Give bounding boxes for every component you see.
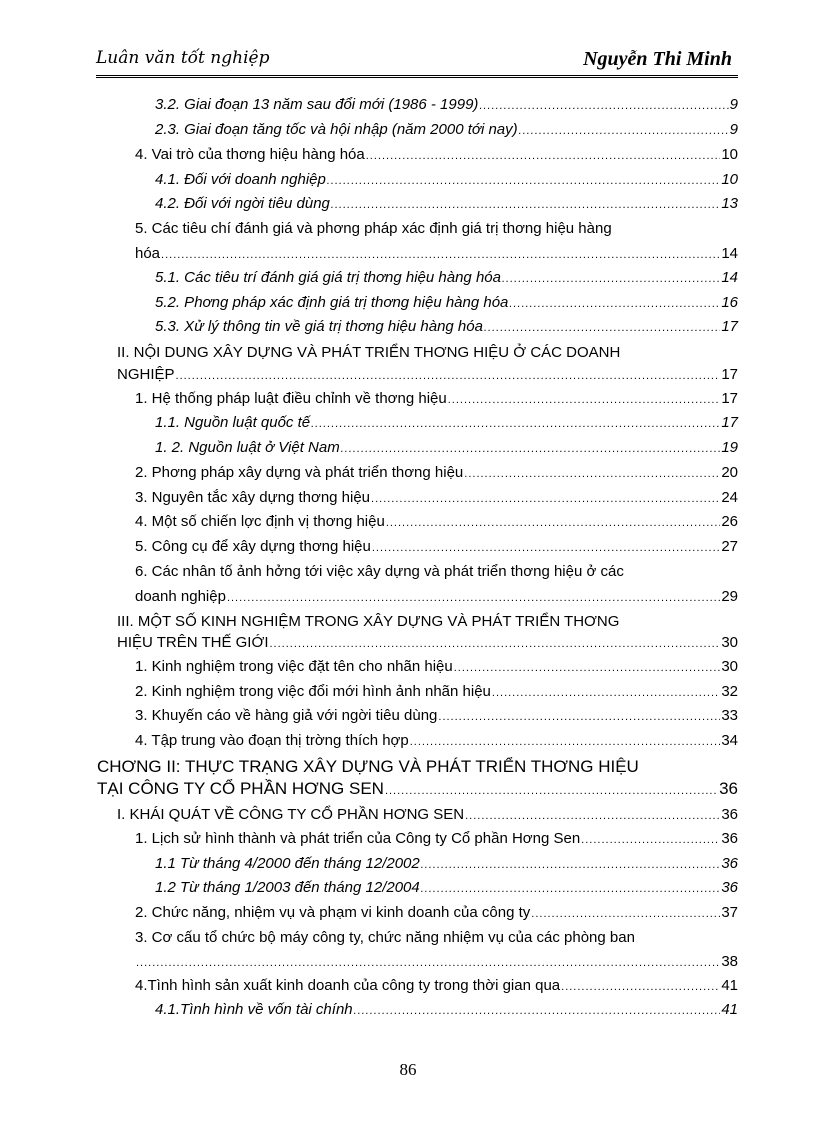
page-number: 86 [399,1060,417,1079]
toc-entry-wrapped: 3. Cơ cấu tổ chức bộ máy công ty, chức năng nhiệm vụ của các phòng ban [135,929,635,946]
toc-entry: 3. Khuyến cáo về hàng giả với ngời tiêu dùng ..... 33 [135,707,738,724]
toc-entry: 4.1.Tình hình về vốn tài chính ..... 41 [155,1001,738,1018]
toc-entry: 3. Nguyên tắc xây dựng thơng hiệu ..... 24 [135,489,738,506]
toc-entry: 2. Kinh nghiệm trong việc đổi mới hình ảnh nhãn hiệu ..... 32 [135,683,738,700]
toc-entry: 1.1. Nguồn luật quốc tế ..... 17 [155,414,738,431]
toc-entry: NGHIỆP ..... 17 [117,366,738,383]
toc-entry: 1. 2. Nguồn luật ở Việt Nam ..... 19 [155,439,738,456]
toc-entry-wrapped: 6. Các nhân tố ảnh hởng tới việc xây dựng và phát triển thơng hiệu ở các [135,563,624,580]
toc-entry: 4.2. Đối với ngời tiêu dùng ..... 13 [155,195,738,212]
toc-section-heading: III. MỘT SỐ KINH NGHIỆM TRONG XÂY DỰNG VÀ PHÁT TRIỂN THƠNG [117,613,620,630]
toc-entry: 5.2. Phơng pháp xác định giá trị thơng hiệu hàng hóa ..... 16 [155,294,738,311]
toc-entry: hóa ..... 14 [135,245,738,262]
toc-entry: 5.3. Xử lý thông tin về giá trị thơng hiệu hàng hóa ..... 17 [155,318,738,335]
toc-entry: 2. Phơng pháp xây dựng và phát triển thơng hiệu ..... 20 [135,464,738,481]
toc-section-heading: II. NỘI DUNG XÂY DỰNG VÀ PHÁT TRIỂN THƠNG HIỆU Ở CÁC DOANH [117,344,621,361]
toc-entry: 2. Chức năng, nhiệm vụ và phạm vi kinh doanh của công ty ..... 37 [135,904,738,921]
toc-entry: 4. Tập trung vào đoạn thị trờng thích hợp ..... 34 [135,732,738,749]
toc-entry: doanh nghiệp ..... 29 [135,588,738,605]
toc-entry: HIỆU TRÊN THẾ GIỚI ..... 30 [117,634,738,651]
toc-entry: 4. Một số chiến lợc định vị thơng hiệu ..... 26 [135,513,738,530]
toc-entry: TẠI CÔNG TY CỔ PHẦN HƠNG SEN ..... 36 [97,779,738,799]
header-author-name: Nguyễn Thi Minh [583,48,732,70]
toc-entry: 5.1. Các tiêu trí đánh giá giá trị thơng hiệu hàng hóa ..... 14 [155,269,738,286]
toc-entry: I. KHÁI QUÁT VỀ CÔNG TY CỔ PHẦN HƠNG SEN ..... 36 [117,806,738,823]
toc-entry: 4.Tình hình sản xuất kinh doanh của công ty trong thời gian qua ..... 41 [135,977,738,994]
toc-entry: 5. Công cụ để xây dựng thơng hiệu ..... 27 [135,538,738,555]
toc-entry: 1.1 Từ tháng 4/2000 đến tháng 12/2002 ..... 36 [155,855,738,872]
toc-entry: ..... 38 [135,953,738,970]
toc-entry: 1. Hệ thống pháp luật điều chỉnh về thơng hiệu ..... 17 [135,390,738,407]
toc-entry: 1. Lịch sử hình thành và phát triển của Công ty Cổ phần Hơng Sen ..... 36 [135,830,738,847]
toc-entry: 1.2 Từ tháng 1/2003 đến tháng 12/2004 ..... 36 [155,879,738,896]
toc-entry-wrapped: 5. Các tiêu chí đánh giá và phơng pháp xác định giá trị thơng hiệu hàng [135,220,612,237]
toc-entry: 4. Vai trò của thơng hiệu hàng hóa ..... 10 [135,146,738,163]
header-thesis-label: Luân văn tốt nghiệp [96,48,270,68]
toc-entry: 3.2. Giai đoạn 13 năm sau đổi mới (1986 - 1999) ..... 9 [155,96,738,113]
toc-chapter-heading: CHƠNG II: THỰC TRẠNG XÂY DỰNG VÀ PHÁT TRIỂN THƠNG HIỆU [97,757,639,776]
toc-entry: 4.1. Đối với doanh nghiệp ..... 10 [155,171,738,188]
toc-entry: 1. Kinh nghiệm trong việc đặt tên cho nhãn hiệu ..... 30 [135,658,738,675]
toc-entry: 2.3. Giai đoạn tăng tốc và hội nhập (năm 2000 tới nay) ..... 9 [155,121,738,138]
